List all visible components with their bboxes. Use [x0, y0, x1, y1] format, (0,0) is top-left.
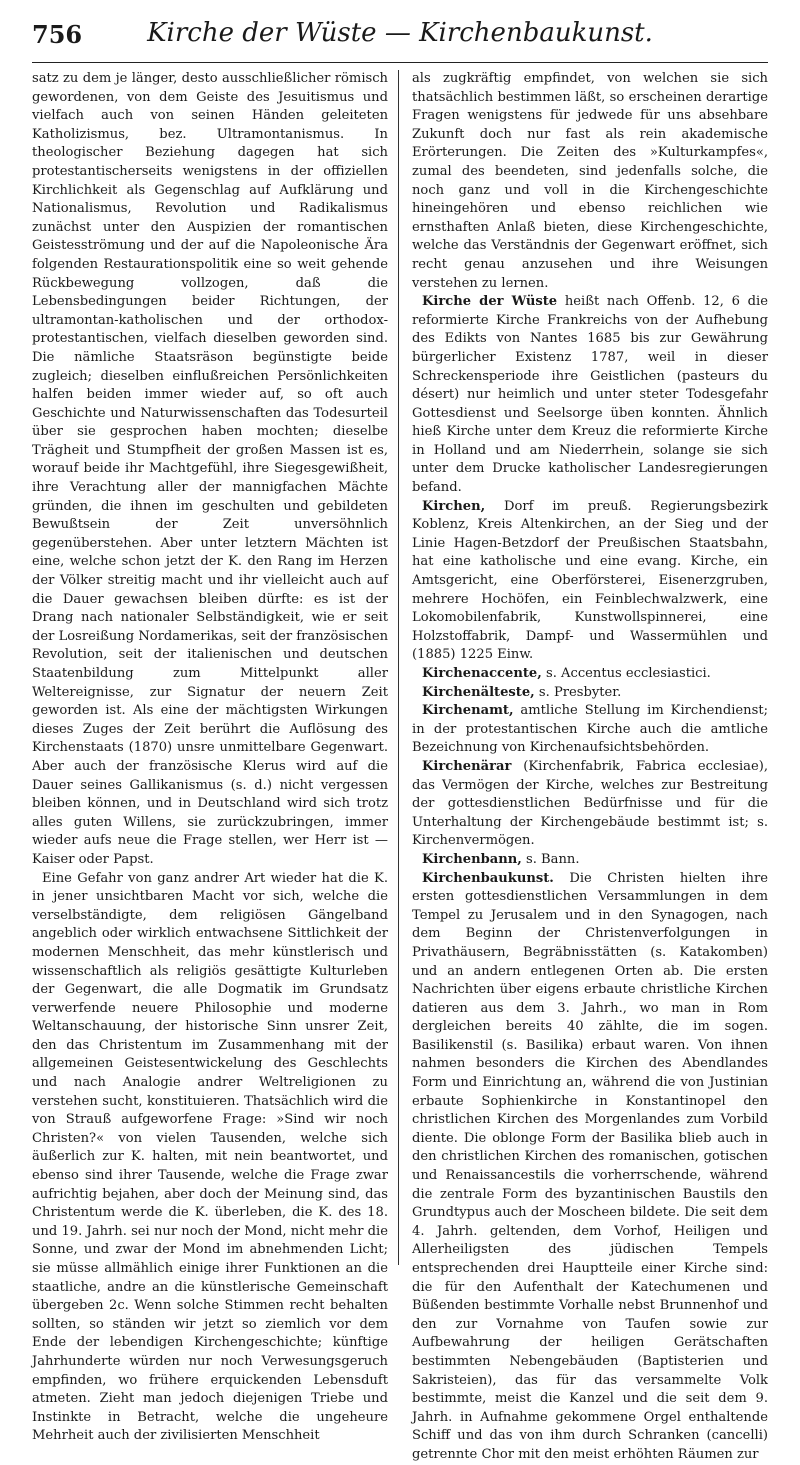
entry-term: Kirchenamt,	[422, 703, 514, 719]
entry-body: Dorf im preuß. Regierungsbezirk Koblenz, Kreis Altenkirchen, an der Sieg und der Linie Hagen-Betzdorf der Preußischen Staatsbahn, hat eine katholische und eine evang. Kirche, ein Amtsgericht, eine Oberförsterei, Eisenerzgruben, mehrere Hochöfen, ein Feinblechwalzwerk, eine Lokomobilenfabrik, Kunstwollspinnerei, eine Holzstoffabrik, Dampf- und Wassermühlen und (1885) 1225 Einw.	[412, 498, 768, 663]
entry-body: heißt nach Offenb. 12, 6 die reformierte Kirche Frankreichs von der Aufhebung des Edikts von Nantes 1685 bis zur Gewährung bürgerlicher Existenz 1787, weil in dieser Schreckensperiode ihre Geistlichen (pasteurs du désert) nur heimlich und unter steter Todesgefahr Gottesdienst und Seelsorge üben konnten. Ähnlich hieß Kirche unter dem Kreuz die reformierte Kirche in Holland und am Niederrhein, solange sie sich unter dem Drucke katholischer Landesregierungen befand.	[412, 294, 768, 496]
entry	[412, 870, 768, 1465]
page-number: 756	[32, 20, 83, 49]
entry-body: s. Bann.	[521, 851, 580, 867]
entry-term: Kirchenaccente,	[422, 666, 542, 681]
entry-term: Kirchenbann,	[422, 851, 522, 867]
entry-term: Kirchen,	[422, 498, 486, 514]
entry-body: amtliche Stellung im Kirchendienst; in der protestantischen Kirche auch die amtliche Bezeichnung von Kirchenaufsichtsbehörden.	[412, 703, 768, 756]
left-column	[32, 70, 388, 1444]
entry-body: s. Presbyter.	[534, 684, 622, 700]
page-header	[32, 14, 768, 54]
header-rule	[32, 62, 768, 63]
column-divider	[398, 70, 399, 1265]
entry	[412, 665, 768, 684]
entry-term: Kirchenbaukunst.	[422, 870, 554, 886]
paragraph: satz zu dem je länger, desto ausschließlicher römisch gewordenen, von dem Geiste des Jesuitismus und vielfach auch von seinen Händen geleiteten Katholizismus, bez. Ultramontanismus. In theologischer Beziehung dagegen hat sich protestantischerseits wenigstens in der offiziellen Kirchlichkeit als Gegenschlag auf Aufklärung und Nationalismus, Revolution und Radikalismus zunächst unter den Auspizien der romantischen Geistesströmung und der auf die Napoleonische Ära folgenden Restaurationspolitik eine so weit gehende Rückbewegung vollzogen, daß die Lebensbedingungen beider Richtungen, der ultramontan-katholischen und der orthodox-protestantischen, vielfach dieselben geworden sind. Die nämliche Staatsräson begünstigte beide zugleich; dieselben einflußreichen Persönlichkeiten halfen beiden immer wieder auf, so oft auch Geschichte und Naturwissenschaften das Todesurteil über sie gesprochen haben mochten; dieselbe Trägheit und Stumpfheit der großen Massen ist es, worauf beide ihr Machtgefühl, ihre Siegesgewißheit, ihre Verachtung aller der mannigfachen Mächte gründen, die ihnen im geschulten und gebildeten Bewußtsein der Zeit unversöhnlich gegenüberstehen. Aber unter letztern Mächten ist eine, welche schon jetzt der K. den Rang im Herzen der Völker streitig macht und ihr vielleicht auch auf die Dauer gewachsen bleiben dürfte: es ist der Drang nach nationaler Selbständigkeit, wie er seit der Losreißung Nordamerikas, seit der französischen Revolution, seit der italienischen und deutschen Staatenbildung zum Mittelpunkt aller Weltereignisse, zur Signatur der neuern Zeit geworden ist. Als eine der mächtigsten Wirkungen dieses Zuges der Zeit berührt die Auflösung des Kirchenstaats (1870) unsre unmittelbare Gegenwart. Aber auch der französische Klerus wird auf die Dauer seines Gallikanismus (s. d.) nicht vergessen bleiben können, und in Deutschland wird sich trotz alles guten Willens, sie zurückzubringen, immer wieder aufs neue die Frage stellen, wer Herr ist — Kaiser oder Papst.	[32, 71, 388, 867]
entry	[412, 851, 768, 870]
entry-body: s. Accentus ecclesiastici.	[541, 666, 711, 681]
paragraph: als zugkräftig empfindet, von welchen sie sich thatsächlich bestimmen läßt, so erscheinen derartige Fragen wenigstens für jedwede für uns absehbare Zukunft doch nur fast als rein akademische Erörterungen. Die Zeiten des »Kulturkampfes«, zumal des beendeten, sind jedenfalls solche, die noch ganz und voll in die Kirchengeschichte hineingehören und ebenso reichlichen wie ernsthaften Anlaß bieten, diese Kirchengeschichte, welche das Verständnis der Gegenwart eröffnet, sich recht genau anzusehen und ihre Weisungen verstehen zu lernen.	[412, 71, 768, 291]
running-head: Kirche der Wüste — Kirchenbaukunst.	[147, 18, 653, 48]
entry-term: Kirchenälteste,	[422, 684, 535, 700]
entry-term: Kirche der Wüste	[422, 294, 558, 310]
entry-body: Die Christen hielten ihre ersten gottesdienstlichen Versammlungen in dem Tempel zu Jerusalem und in den Synagogen, nach dem Beginn der Christenverfolgungen in Privathäusern, Begräbnisstätten (s. Katakomben) und an andern entlegenen Orten ab. Die ersten Nachrichten über eigens erbaute christliche Kirchen datieren aus dem 3. Jahrh., wo man in Rom dergleichen bereits 40 zählte, die im sogen. Basilikenstil (s. Basilika) erbaut waren. Von ihnen nahmen besonders die Kirchen des Abendlandes Form und Einrichtung an, während die von Justinian erbaute Sophienkirche in Konstantinopel den christlichen Kirchen des Morgenlandes zum Vorbild diente. Die oblonge Form der Basilika blieb auch in den christlichen Kirchen des romanischen, gotischen und Renaissancestils die vorherrschende, während die zentrale Form des byzantinischen Baustils den Grundtypus auch der Moscheen bildete. Die seit dem 4. Jahrh. geltenden, dem Vorhof, Heiligen und Allerheiligsten des jüdischen Tempels entsprechenden drei Hauptteile einer Kirche sind: die für den Aufenthalt der Katechumenen und Büßenden bestimmte Vorhalle nebst Brunnenhof und den zur Vornahme von Taufen sowie zur Aufbewahrung der heiligen Gerätschaften bestimmten Nebengebäuden (Baptisterien und Sakristeien), das für das versammelte Volk bestimmte, meist die Kanzel und die seit dem 9. Jahrh. in Aufnahme gekommene Orgel enthaltende Schiff und das von ihm durch Schranken (cancelli) getrennte Chor mit den meist erhöhten Räumen zur	[412, 870, 768, 1462]
entry	[412, 684, 768, 703]
entry	[412, 498, 768, 665]
entry	[412, 758, 768, 851]
entry-body: (Kirchenfabrik, Fabrica ecclesiae), das Vermögen der Kirche, welches zur Bestreitung der gottesdienstlichen Bedürfnisse und für die Unterhaltung der Kirchengebäude bestimmt ist; s. Kirchenvermögen.	[412, 758, 768, 849]
paragraph: Eine Gefahr von ganz andrer Art wieder hat die K. in jener unsichtbaren Macht vor sich, welche die verselbständigte, dem religiösen Gängelband angeblich oder wirklich entwachsene Sittlichkeit der modernen Menschheit, das mehr künstlerisch und wissenschaftlich als religiös gesättigte Kulturleben der Gegenwart, die alle Dogmatik im Grundsatz verwerfende neuere Philosophie und moderne Weltanschauung, der historische Sinn unsrer Zeit, den das Christentum im Zusammenhang mit der allgemeinen Geistesentwickelung des Geschlechts und nach Analogie andrer Weltreligionen zu verstehen sucht, konstituieren. Thatsächlich wird die von Strauß aufgeworfene Frage: »Sind wir noch Christen?« von vielen Tausenden, welche sich äußerlich zur K. halten, mit nein beantwortet, und ebenso sind ihrer Tausende, welche die Frage zwar aufrichtig bejahen, aber doch der Meinung sind, das Christentum werde die K. überleben, die K. des 18. und 19. Jahrh. sei nur noch der Mond, nicht mehr die Sonne, und zwar der Mond im abnehmenden Licht; sie müsse allmählich einige ihrer Funktionen an die staatliche, andre an die künstlerische Gemeinschaft übergeben 2c. Wenn solche Stimmen recht behalten sollten, so ständen wir jetzt so ziemlich vor dem Ende der lebendigen Kirchengeschichte; künftige Jahrhunderte würden nur noch Verwesungsgeruch empfinden, wo frühere erquickenden Lebensduft atmeten. Zieht man jedoch diejenigen Triebe und Instinkte in Betracht, welche die ungeheure Mehrheit auch der zivilisierten Menschheit	[32, 870, 388, 1444]
right-column	[412, 70, 768, 1462]
entry	[412, 702, 768, 758]
entry-term: Kirchenärar	[422, 758, 512, 774]
entry	[412, 293, 768, 498]
